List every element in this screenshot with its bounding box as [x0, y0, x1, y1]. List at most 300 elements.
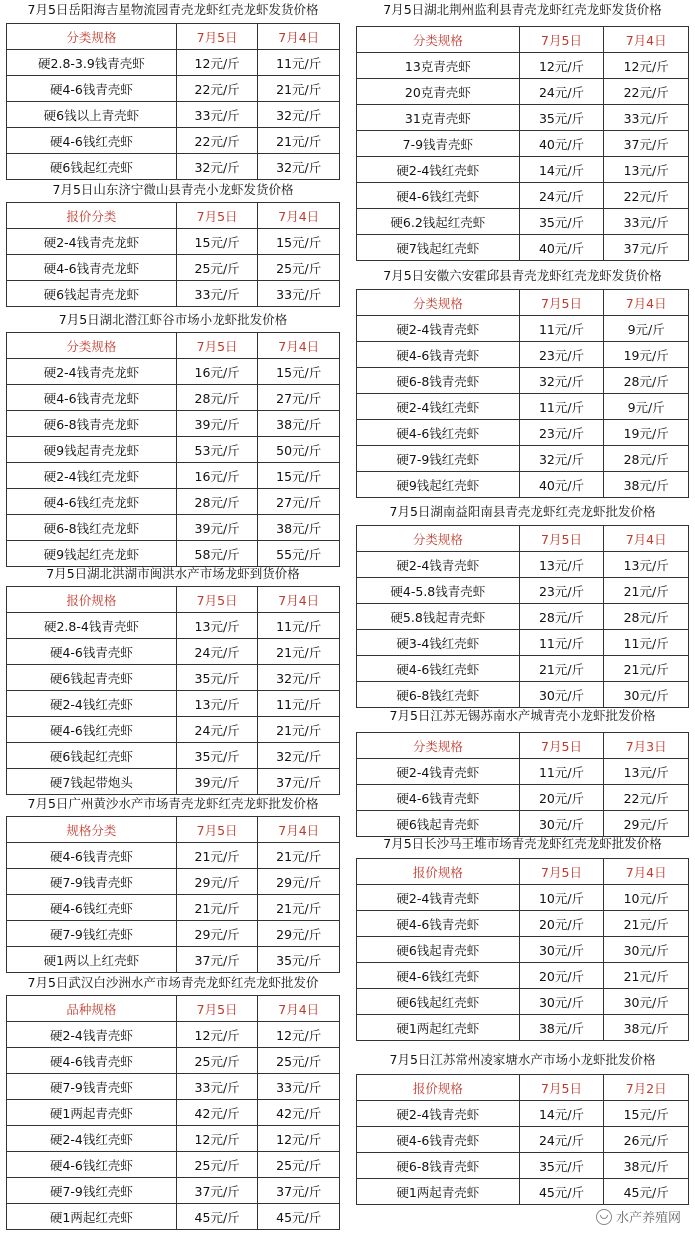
spec-cell: 硬2-4钱红壳虾 [7, 1126, 177, 1152]
price-cell: 24元/斤 [176, 639, 258, 665]
table-row [7, 76, 340, 102]
header-cell: 分类规格 [7, 333, 177, 359]
price-cell: 35元/斤 [519, 1153, 604, 1179]
block-title: 7月5日湖北洪湖市闽洪水产市场龙虾到货价格 [46, 566, 300, 581]
price-cell: 13元/斤 [519, 552, 604, 578]
price-cell: 27元/斤 [258, 385, 340, 411]
price-cell: 13元/斤 [176, 691, 258, 717]
table-row [7, 1178, 340, 1204]
price-cell: 12元/斤 [258, 1022, 340, 1048]
header-cell: 分类规格 [357, 27, 520, 53]
table-row [7, 1074, 340, 1100]
price-cell: 23元/斤 [519, 342, 604, 368]
price-cell: 27元/斤 [258, 489, 340, 515]
price-cell: 9元/斤 [604, 394, 689, 420]
spec-cell: 硬4-6钱青壳虾 [357, 342, 520, 368]
spec-cell: 硬7-9钱青壳虾 [7, 869, 177, 895]
table-row [357, 1179, 689, 1205]
header-cell: 7月4日 [604, 27, 689, 53]
price-cell: 10元/斤 [604, 885, 689, 911]
price-cell: 32元/斤 [519, 446, 604, 472]
price-cell: 45元/斤 [258, 1204, 340, 1230]
header-cell: 7月5日 [519, 290, 604, 316]
spec-cell: 硬6-8钱青壳虾 [357, 368, 520, 394]
table-row [357, 785, 689, 811]
price-cell: 24元/斤 [176, 717, 258, 743]
price-cell: 30元/斤 [519, 811, 604, 837]
price-cell: 21元/斤 [519, 656, 604, 682]
table-row [7, 229, 340, 255]
spec-cell: 硬7-9钱红壳虾 [357, 446, 520, 472]
spec-cell: 硬2-4钱青壳虾 [7, 1022, 177, 1048]
header-cell: 分类规格 [357, 526, 520, 552]
price-cell: 58元/斤 [176, 541, 258, 567]
table-row [357, 604, 689, 630]
price-cell: 28元/斤 [519, 604, 604, 630]
price-block [6, 2, 340, 180]
price-cell: 45元/斤 [519, 1179, 604, 1205]
price-cell: 35元/斤 [519, 105, 604, 131]
spec-cell: 硬6-8钱青壳龙虾 [7, 411, 177, 437]
spec-cell: 硬6-8钱青壳虾 [357, 1153, 520, 1179]
price-cell: 15元/斤 [258, 359, 340, 385]
header-cell: 7月4日 [604, 859, 689, 885]
price-cell: 13元/斤 [604, 552, 689, 578]
price-cell: 25元/斤 [258, 255, 340, 281]
price-cell: 28元/斤 [604, 604, 689, 630]
header-cell: 7月5日 [519, 27, 604, 53]
price-cell: 33元/斤 [604, 209, 689, 235]
table-row [7, 665, 340, 691]
spec-cell: 硬6钱以上青壳虾 [7, 102, 177, 128]
price-cell: 35元/斤 [258, 947, 340, 973]
spec-cell: 硬1两起青壳虾 [7, 1100, 177, 1126]
price-cell: 10元/斤 [519, 885, 604, 911]
watermark-text: 水产养殖网 [615, 1211, 681, 1226]
header-cell: 7月4日 [258, 24, 340, 50]
price-cell: 32元/斤 [258, 743, 340, 769]
table-row [357, 342, 689, 368]
price-cell: 42元/斤 [258, 1100, 340, 1126]
price-cell: 38元/斤 [519, 1015, 604, 1041]
price-cell: 21元/斤 [258, 717, 340, 743]
block-title: 7月5日湖北荆州监利县青壳龙虾红壳龙虾发货价格 [383, 2, 662, 17]
spec-cell: 硬2-4钱红壳龙虾 [7, 463, 177, 489]
spec-cell: 硬2.8-4钱青壳虾 [7, 613, 177, 639]
price-table [6, 23, 340, 180]
block-title: 7月5日江苏无锡苏南水产城青壳小龙虾批发价格 [389, 708, 656, 723]
price-cell: 38元/斤 [258, 515, 340, 541]
price-cell: 11元/斤 [258, 50, 340, 76]
price-cell: 20元/斤 [519, 785, 604, 811]
price-cell: 33元/斤 [258, 281, 340, 307]
price-cell: 50元/斤 [258, 437, 340, 463]
block-title: 7月5日广州黄沙水产市场青壳龙虾红壳龙虾批发价格 [27, 796, 319, 811]
table-row [7, 613, 340, 639]
table-row [7, 411, 340, 437]
table-row [357, 682, 689, 708]
spec-cell: 硬6钱起青壳虾 [357, 937, 520, 963]
header-cell: 7月2日 [604, 1075, 689, 1101]
price-cell: 11元/斤 [519, 316, 604, 342]
price-cell: 21元/斤 [604, 963, 689, 989]
price-cell: 12元/斤 [519, 53, 604, 79]
price-table [356, 525, 689, 708]
price-cell: 20元/斤 [519, 911, 604, 937]
spec-cell: 硬7-9钱红壳虾 [7, 921, 177, 947]
price-cell: 40元/斤 [519, 235, 604, 261]
table-row [357, 1015, 689, 1041]
price-cell: 33元/斤 [176, 281, 258, 307]
spec-cell: 硬2-4钱青壳虾 [357, 1101, 520, 1127]
price-cell: 14元/斤 [519, 1101, 604, 1127]
table-row [357, 316, 689, 342]
table-row [357, 759, 689, 785]
header-cell: 7月4日 [258, 996, 340, 1022]
price-cell: 25元/斤 [176, 1048, 258, 1074]
table-row [357, 394, 689, 420]
price-cell: 22元/斤 [604, 183, 689, 209]
price-cell: 38元/斤 [258, 411, 340, 437]
spec-cell: 硬6.2钱起红壳虾 [357, 209, 520, 235]
spec-cell: 硬6-8钱红壳龙虾 [7, 515, 177, 541]
header-cell: 7月5日 [519, 859, 604, 885]
spec-cell: 硬4-6钱红壳虾 [7, 128, 177, 154]
price-cell: 30元/斤 [519, 989, 604, 1015]
price-cell: 37元/斤 [604, 235, 689, 261]
spec-cell: 硬4-6钱红壳虾 [7, 895, 177, 921]
table-row [357, 183, 689, 209]
table-row [357, 552, 689, 578]
table-row [7, 1204, 340, 1230]
price-cell: 11元/斤 [519, 630, 604, 656]
price-block [6, 182, 340, 307]
table-row [7, 717, 340, 743]
table-row [7, 743, 340, 769]
price-table [356, 858, 689, 1041]
spec-cell: 20克青壳虾 [357, 79, 520, 105]
block-title: 7月5日山东济宁微山县青壳小龙虾发货价格 [52, 182, 294, 197]
spec-cell: 硬4-6钱青壳虾 [7, 843, 177, 869]
table-row [357, 578, 689, 604]
price-block [6, 975, 340, 1230]
price-cell: 21元/斤 [604, 911, 689, 937]
price-cell: 40元/斤 [519, 472, 604, 498]
price-cell: 11元/斤 [604, 630, 689, 656]
price-table [356, 1074, 689, 1205]
table-header-row [7, 996, 340, 1022]
table-row [7, 843, 340, 869]
table-row [7, 691, 340, 717]
table-row [357, 235, 689, 261]
block-title: 7月5日湖北潜江虾谷市场小龙虾批发价格 [58, 312, 288, 327]
spec-cell: 31克青壳虾 [357, 105, 520, 131]
spec-cell: 硬2-4钱青壳龙虾 [7, 359, 177, 385]
price-cell: 37元/斤 [604, 131, 689, 157]
table-row [7, 385, 340, 411]
price-cell: 29元/斤 [604, 811, 689, 837]
header-cell: 7月5日 [176, 817, 258, 843]
spec-cell: 硬6-8钱红壳虾 [357, 682, 520, 708]
price-cell: 21元/斤 [258, 895, 340, 921]
price-cell: 21元/斤 [176, 895, 258, 921]
price-cell: 30元/斤 [604, 989, 689, 1015]
spec-cell: 硬4-6钱红壳虾 [357, 420, 520, 446]
price-cell: 32元/斤 [258, 102, 340, 128]
price-cell: 38元/斤 [604, 472, 689, 498]
price-cell: 24元/斤 [519, 1127, 604, 1153]
header-cell: 报价规格 [7, 587, 177, 613]
header-cell: 7月5日 [176, 24, 258, 50]
price-cell: 42元/斤 [176, 1100, 258, 1126]
price-cell: 39元/斤 [176, 769, 258, 795]
header-cell: 7月5日 [176, 203, 258, 229]
table-row [357, 209, 689, 235]
spec-cell: 硬6钱起青壳虾 [7, 665, 177, 691]
price-block [6, 312, 340, 567]
table-row [7, 1126, 340, 1152]
spec-cell: 硬5.8钱起青壳虾 [357, 604, 520, 630]
price-block [356, 708, 689, 837]
price-block [6, 796, 340, 973]
table-header-row [7, 333, 340, 359]
spec-cell: 硬9钱起红壳虾 [357, 472, 520, 498]
table-row [357, 1127, 689, 1153]
price-cell: 15元/斤 [258, 229, 340, 255]
price-cell: 16元/斤 [176, 463, 258, 489]
spec-cell: 硬4-6钱青壳龙虾 [7, 255, 177, 281]
spec-cell: 硬9钱起红壳龙虾 [7, 541, 177, 567]
price-cell: 13元/斤 [176, 613, 258, 639]
price-cell: 33元/斤 [604, 105, 689, 131]
table-row [7, 463, 340, 489]
price-cell: 22元/斤 [604, 79, 689, 105]
price-cell: 22元/斤 [176, 76, 258, 102]
price-table [6, 332, 340, 567]
header-cell: 报价分类 [7, 203, 177, 229]
header-cell: 7月4日 [604, 526, 689, 552]
spec-cell: 硬4-6钱红壳虾 [357, 963, 520, 989]
price-cell: 9元/斤 [604, 316, 689, 342]
price-cell: 30元/斤 [519, 937, 604, 963]
price-cell: 15元/斤 [604, 1101, 689, 1127]
spec-cell: 硬2-4钱青壳虾 [357, 885, 520, 911]
spec-cell: 硬6钱起青壳虾 [357, 811, 520, 837]
price-cell: 21元/斤 [258, 128, 340, 154]
price-cell: 28元/斤 [176, 489, 258, 515]
price-cell: 32元/斤 [258, 154, 340, 180]
spec-cell: 硬2-4钱青壳虾 [357, 316, 520, 342]
header-cell: 7月5日 [176, 333, 258, 359]
spec-cell: 硬2-4钱青壳龙虾 [7, 229, 177, 255]
price-block [356, 2, 689, 261]
block-title: 7月5日江苏常州凌家塘水产市场小龙虾批发价格 [389, 1052, 656, 1067]
price-cell: 23元/斤 [519, 420, 604, 446]
wechat-icon [596, 1209, 612, 1225]
table-row [7, 769, 340, 795]
spec-cell: 硬4-6钱红壳虾 [7, 1152, 177, 1178]
price-cell: 38元/斤 [604, 1015, 689, 1041]
price-cell: 25元/斤 [176, 1152, 258, 1178]
price-cell: 55元/斤 [258, 541, 340, 567]
price-table [6, 202, 340, 307]
spec-cell: 硬6钱起青壳龙虾 [7, 281, 177, 307]
header-cell: 7月4日 [258, 333, 340, 359]
table-row [7, 102, 340, 128]
price-table [356, 289, 689, 498]
price-cell: 14元/斤 [519, 157, 604, 183]
header-cell: 分类规格 [7, 24, 177, 50]
table-header-row [357, 526, 689, 552]
price-cell: 32元/斤 [519, 368, 604, 394]
table-row [357, 656, 689, 682]
table-row [357, 131, 689, 157]
price-cell: 45元/斤 [604, 1179, 689, 1205]
spec-cell: 硬2-4钱红壳虾 [357, 157, 520, 183]
header-cell: 7月5日 [176, 587, 258, 613]
price-cell: 33元/斤 [176, 102, 258, 128]
header-cell: 7月5日 [519, 733, 604, 759]
price-cell: 22元/斤 [604, 785, 689, 811]
spec-cell: 硬6钱起红壳虾 [357, 989, 520, 1015]
header-cell: 报价规格 [357, 859, 520, 885]
table-header-row [7, 817, 340, 843]
price-cell: 39元/斤 [176, 411, 258, 437]
header-cell: 7月5日 [176, 996, 258, 1022]
table-row [7, 1152, 340, 1178]
price-cell: 38元/斤 [604, 1153, 689, 1179]
price-cell: 28元/斤 [176, 385, 258, 411]
table-row [7, 895, 340, 921]
price-block [356, 836, 689, 1041]
table-row [7, 1048, 340, 1074]
spec-cell: 硬4-6钱青壳虾 [357, 785, 520, 811]
table-row [7, 359, 340, 385]
price-cell: 21元/斤 [258, 76, 340, 102]
price-cell: 33元/斤 [258, 1074, 340, 1100]
price-cell: 25元/斤 [176, 255, 258, 281]
price-table [356, 732, 689, 837]
block-title: 7月5日湖南益阳南县青壳龙虾红壳龙虾批发价格 [389, 504, 656, 519]
table-row [357, 420, 689, 446]
table-row [357, 1153, 689, 1179]
price-cell: 21元/斤 [258, 639, 340, 665]
spec-cell: 硬2-4钱红壳虾 [357, 394, 520, 420]
header-cell: 规格分类 [7, 817, 177, 843]
price-cell: 37元/斤 [258, 769, 340, 795]
price-cell: 12元/斤 [176, 1022, 258, 1048]
spec-cell: 硬1两起青壳虾 [357, 1179, 520, 1205]
price-cell: 23元/斤 [519, 578, 604, 604]
price-cell: 15元/斤 [176, 229, 258, 255]
block-title: 7月5日安徽六安霍邱县青壳龙虾红壳龙虾发货价格 [383, 268, 662, 283]
table-row [7, 515, 340, 541]
table-row [357, 79, 689, 105]
price-cell: 29元/斤 [258, 921, 340, 947]
price-table [6, 586, 340, 795]
table-row [357, 157, 689, 183]
table-header-row [357, 1075, 689, 1101]
price-cell: 12元/斤 [176, 1126, 258, 1152]
spec-cell: 硬9钱起青壳龙虾 [7, 437, 177, 463]
spec-cell: 硬4-6钱青壳虾 [7, 639, 177, 665]
block-title: 7月5日岳阳海吉星物流园青壳龙虾红壳龙虾发货价格 [27, 2, 319, 17]
table-row [7, 489, 340, 515]
header-cell: 报价规格 [357, 1075, 520, 1101]
table-header-row [7, 24, 340, 50]
price-cell: 28元/斤 [604, 368, 689, 394]
spec-cell: 硬7钱起红壳虾 [357, 235, 520, 261]
price-cell: 29元/斤 [258, 869, 340, 895]
table-row [7, 639, 340, 665]
price-cell: 21元/斤 [176, 843, 258, 869]
spec-cell: 硬1两起红壳虾 [357, 1015, 520, 1041]
table-row [7, 154, 340, 180]
spec-cell: 硬4-6钱青壳虾 [357, 1127, 520, 1153]
table-row [357, 911, 689, 937]
table-row [357, 472, 689, 498]
price-cell: 24元/斤 [519, 79, 604, 105]
price-cell: 11元/斤 [519, 394, 604, 420]
spec-cell: 硬1两起红壳虾 [7, 1204, 177, 1230]
spec-cell: 13克青壳虾 [357, 53, 520, 79]
table-row [357, 885, 689, 911]
table-row [7, 255, 340, 281]
price-cell: 30元/斤 [604, 682, 689, 708]
price-cell: 37元/斤 [176, 1178, 258, 1204]
price-cell: 21元/斤 [258, 843, 340, 869]
spec-cell: 硬7钱起带炮头 [7, 769, 177, 795]
spec-cell: 硬4-6钱红壳虾 [357, 656, 520, 682]
header-cell: 分类规格 [357, 290, 520, 316]
table-row [7, 1100, 340, 1126]
price-cell: 12元/斤 [176, 50, 258, 76]
price-cell: 20元/斤 [519, 963, 604, 989]
price-cell: 11元/斤 [258, 691, 340, 717]
spec-cell: 硬4-6钱青壳虾 [7, 76, 177, 102]
table-row [7, 50, 340, 76]
spec-cell: 硬4-6钱青壳虾 [7, 1048, 177, 1074]
spec-cell: 硬4-6钱红壳虾 [357, 183, 520, 209]
spec-cell: 硬4-6钱红壳虾 [7, 717, 177, 743]
price-cell: 30元/斤 [519, 682, 604, 708]
table-header-row [357, 290, 689, 316]
spec-cell: 硬4-6钱青壳龙虾 [7, 385, 177, 411]
price-cell: 30元/斤 [604, 937, 689, 963]
price-cell: 16元/斤 [176, 359, 258, 385]
header-cell: 品种规格 [7, 996, 177, 1022]
block-title: 7月5日长沙马王堆市场青壳龙虾红壳龙虾批发价格 [383, 836, 662, 851]
price-block [356, 1052, 689, 1205]
price-table [356, 26, 689, 261]
table-header-row [357, 27, 689, 53]
table-row [7, 1022, 340, 1048]
price-cell: 53元/斤 [176, 437, 258, 463]
table-row [7, 437, 340, 463]
price-cell: 21元/斤 [604, 656, 689, 682]
price-cell: 15元/斤 [258, 463, 340, 489]
price-cell: 12元/斤 [604, 53, 689, 79]
price-cell: 40元/斤 [519, 131, 604, 157]
price-cell: 12元/斤 [258, 1126, 340, 1152]
price-cell: 25元/斤 [258, 1048, 340, 1074]
table-row [7, 869, 340, 895]
spec-cell: 硬4-6钱青壳虾 [357, 911, 520, 937]
price-cell: 29元/斤 [176, 921, 258, 947]
price-block [6, 566, 340, 795]
table-row [357, 963, 689, 989]
header-cell: 7月4日 [258, 203, 340, 229]
